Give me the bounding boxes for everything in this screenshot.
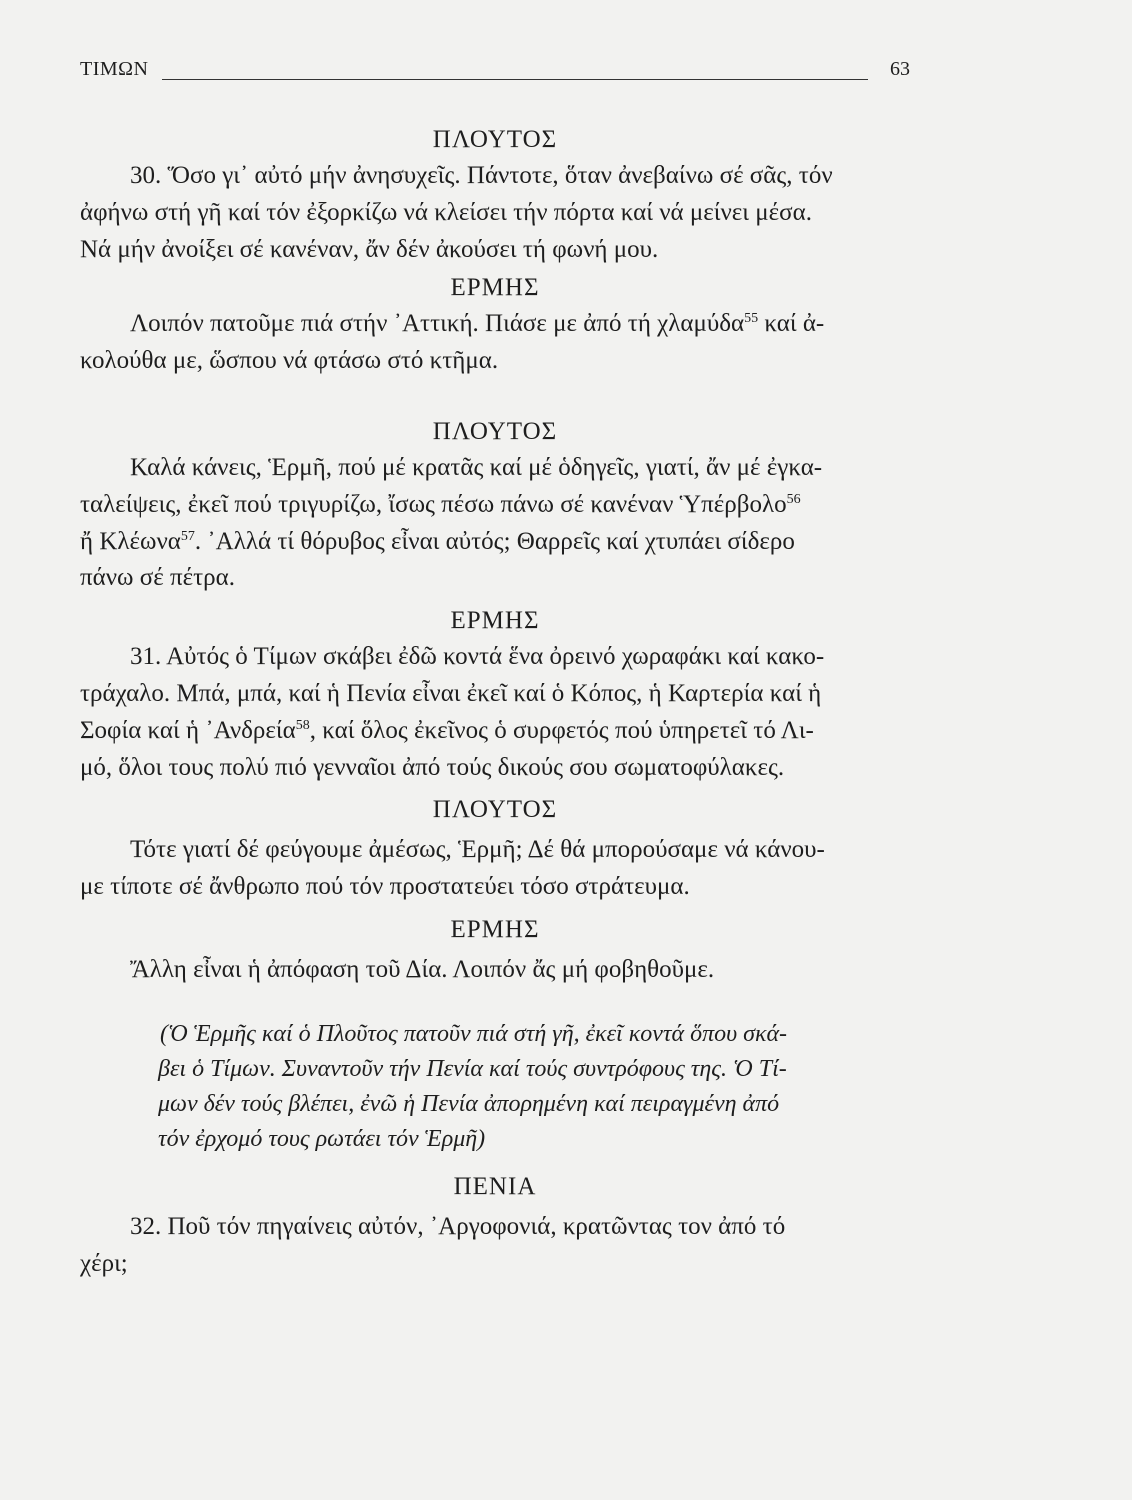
text-line: Ἄλλη εἶναι ἡ ἀπόφαση τοῦ Δία. Λοιπόν ἄς μή φοβηθοῦμε. — [130, 955, 715, 983]
speaker-heading: ΠΛΟΥΤΟΣ — [432, 417, 558, 445]
text-line: 30. Ὅσο γι᾽ αὐτό μήν ἀνησυχεῖς. Πάντοτε, ὅταν ἀνεβαίνω σέ σᾶς, τόν — [130, 162, 833, 189]
text-segment: , καί ὅλος ἐκεῖνος ὁ συρφετός πού ὑπηρετεῖ τό Λι- — [309, 716, 814, 744]
speaker-heading: ΕΡΜΗΣ — [450, 274, 540, 302]
stage-line: (Ὁ Ἑρμῆς καί ὁ Πλοῦτος πατοῦν πιά στή γῆ, ἐκεῖ κοντά ὅπου σκά- — [160, 1020, 788, 1047]
speaker-heading: ΠΕΝΙΑ — [453, 1172, 537, 1200]
stage-direction — [80, 1017, 910, 1157]
speaker-heading: ΠΛΟΥΤΟΣ — [432, 126, 558, 153]
text-line — [80, 713, 910, 750]
header-rule — [162, 79, 868, 80]
text-segment: Σοφία καί ἡ ᾿Ανδρεία — [80, 716, 296, 744]
stage-line: βει ὁ Τίμων. Συναντοῦν τήν Πενία καί τούς συντρόφους της. Ὁ Τί- — [158, 1055, 787, 1082]
text-line: πάνω σέ πέτρα. — [80, 564, 235, 592]
footnote-marker[interactable]: 55 — [744, 311, 759, 327]
text-line — [80, 487, 910, 524]
text-segment: . ᾿Αλλά τί θόρυβος εἶναι αὐτός; Θαρρεῖς καί χτυπάει σίδερο — [194, 527, 795, 555]
text-segment: καί ἀ- — [758, 310, 825, 338]
text-line — [80, 524, 910, 561]
text-segment: Λοιπόν πατοῦμε πιά στήν ᾿Αττική. Πιάσε με ἀπό τή χλαμύδα — [130, 310, 745, 338]
text-segment: ταλείψεις, ἐκεῖ πού τριγυρίζω, ἴσως πέσω πάνω σέ κανέναν Ὑπέρβολο — [80, 490, 787, 518]
speaker-heading: ΕΡΜΗΣ — [450, 607, 540, 635]
text-line: χέρι; — [80, 1249, 128, 1277]
footnote-marker[interactable]: 57 — [180, 528, 195, 544]
text-line: τράχαλο. Μπά, μπά, καί ἡ Πενία εἶναι ἐκεῖ καί ὁ Κόπος, ἡ Καρτερία καί ἡ — [80, 679, 822, 707]
speaker-heading: ΠΛΟΥΤΟΣ — [432, 796, 558, 824]
page-header — [80, 58, 910, 98]
running-title: ΤΙΜΩΝ — [80, 58, 149, 80]
text-segment: ἤ Κλέωνα — [80, 527, 181, 555]
book-page — [80, 58, 910, 1282]
text-line: ἀφήνω στή γῆ καί τόν ἐξορκίζω νά κλείσει τήν πόρτα καί νά μείνει μέσα. — [80, 198, 812, 226]
stage-line: μων δέν τούς βλέπει, ἐνῶ ἡ Πενία ἀπορημένη καί πειραγμένη ἀπό — [158, 1090, 780, 1117]
text-line: Καλά κάνεις, Ἑρμῆ, πού μέ κρατᾶς καί μέ ὁδηγεῖς, γιατί, ἄν μέ ἐγκα- — [130, 453, 823, 481]
footnote-marker[interactable]: 58 — [295, 717, 310, 733]
text-line: μό, ὅλοι τους πολύ πιό γενναῖοι ἀπό τούς δικούς σου σωματοφύλακες. — [80, 753, 785, 781]
text-line — [80, 306, 910, 343]
speaker-heading: ΕΡΜΗΣ — [450, 915, 540, 943]
stage-line: τόν ἐρχομό τους ρωτάει τόν Ἑρμῆ) — [158, 1125, 486, 1152]
footnote-marker[interactable]: 56 — [786, 491, 801, 507]
page-number: 63 — [890, 58, 910, 80]
text-line: 32. Ποῦ τόν πηγαίνεις αὐτόν, ᾿Αργοφονιά, κρατῶντας τον ἀπό τό — [130, 1212, 786, 1240]
text-line: Τότε γιατί δέ φεύγουμε ἀμέσως, Ἑρμῆ; Δέ θά μπορούσαμε νά κάνου- — [130, 836, 825, 864]
text-line: 31. Αὐτός ὁ Τίμων σκάβει ἐδῶ κοντά ἕνα ὀρεινό χωραφάκι καί κακο- — [130, 643, 825, 671]
text-line: κολούθα με, ὥσπου νά φτάσω στό κτῆμα. — [80, 347, 499, 375]
text-line: Νά μήν ἀνοίξει σέ κανέναν, ἄν δέν ἀκούσει τή φωνή μου. — [80, 235, 659, 263]
text-line: με τίποτε σέ ἄνθρωπο πού τόν προστατεύει τόσο στράτευμα. — [80, 873, 690, 901]
